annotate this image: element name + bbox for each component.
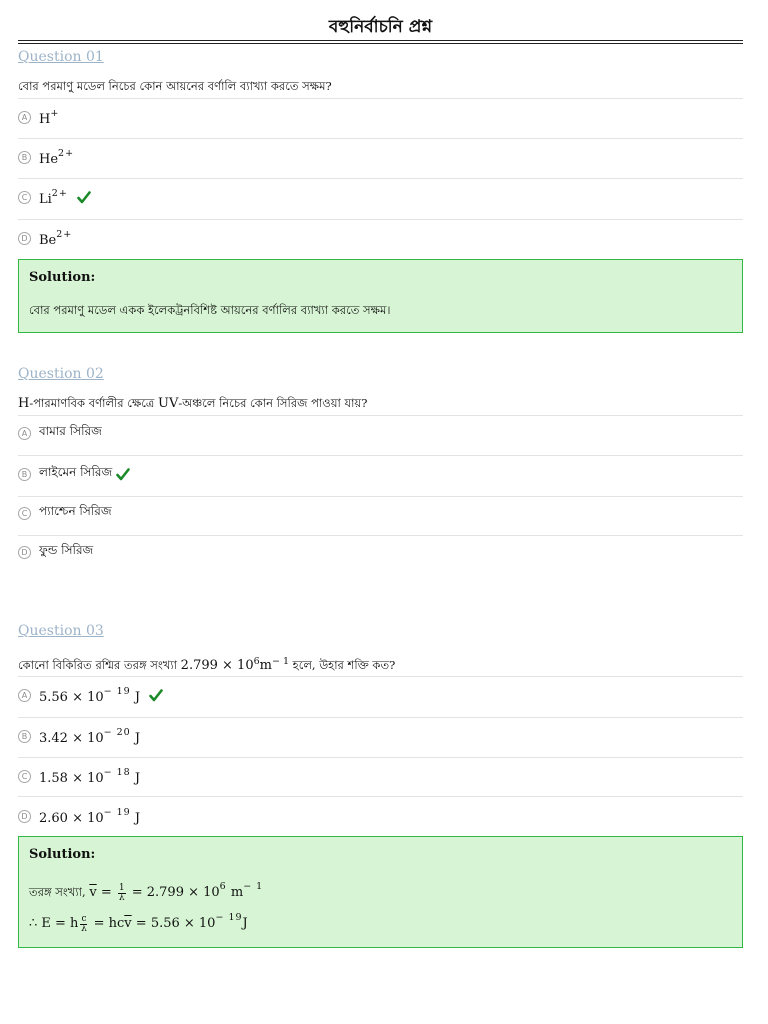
divider bbox=[18, 219, 743, 220]
divider bbox=[18, 757, 743, 758]
divider bbox=[18, 496, 743, 497]
question-text: বোর পরমাণু মডেল নিচের কোন আয়নের বর্ণালি ব্যাখ্যা করতে সক্ষম? bbox=[18, 79, 332, 93]
option-letter-badge: D bbox=[18, 232, 31, 245]
solution-equation-wave-number: তরঙ্গ সংখ্যা, $\overline{v}$ = $\frac{1}{\lambda}$ = $2.799 \times 10^6$ $m^{- 1}$ bbox=[29, 881, 264, 903]
option-letter-badge: A bbox=[18, 111, 31, 124]
solution-equation-energy: ∴ E = h $\frac{c}{\lambda}$ = $hc\overline{v} = 5.56 \times 10^{- 19}J$ bbox=[29, 912, 248, 934]
option-c[interactable] bbox=[18, 764, 743, 788]
question-label[interactable]: Question 03 bbox=[18, 623, 104, 639]
option-c[interactable] bbox=[18, 501, 743, 525]
divider bbox=[18, 717, 743, 718]
option-text: ফুন্ড সিরিজ bbox=[39, 543, 94, 557]
title-divider bbox=[18, 43, 743, 44]
fraction: $\frac{1}{\lambda}$ bbox=[118, 882, 125, 903]
question-label[interactable]: Question 01 bbox=[18, 49, 104, 65]
fraction: $\frac{c}{\lambda}$ bbox=[81, 913, 87, 934]
option-a[interactable] bbox=[18, 105, 743, 129]
divider bbox=[18, 138, 743, 139]
option-text: বামার সিরিজ bbox=[39, 424, 102, 438]
option-text: $Be^{2+}$ bbox=[39, 228, 73, 248]
option-text: $3.42 \times 10^{- 20}$ J bbox=[39, 726, 141, 746]
divider bbox=[18, 455, 743, 456]
option-b[interactable] bbox=[18, 462, 743, 486]
option-text: $1.58 \times 10^{- 18}$ J bbox=[39, 766, 141, 786]
divider bbox=[18, 535, 743, 536]
option-b[interactable] bbox=[18, 724, 743, 748]
option-letter-badge: D bbox=[18, 810, 31, 823]
option-text: $He^{2+}$ bbox=[39, 147, 75, 167]
title-divider bbox=[18, 40, 743, 41]
page-title: বহুনির্বাচনি প্রশ্ন bbox=[328, 17, 433, 37]
option-d[interactable] bbox=[18, 804, 743, 828]
option-text: $Li^{2+}$ bbox=[39, 187, 68, 207]
divider bbox=[18, 676, 743, 677]
solution-text: বোর পরমাণু মডেল একক ইলেকট্রনবিশিষ্ট আয়নের বর্ণালির ব্যাখ্যা করতে সক্ষম। bbox=[29, 303, 391, 317]
option-letter-badge: C bbox=[18, 191, 31, 204]
option-text: $2.60 \times 10^{- 19}$ J bbox=[39, 806, 141, 826]
question-text: H-পারমাণবিক বর্ণালীর ক্ষেত্রে UV-অঞ্চলে নিচের কোন সিরিজ পাওয়া যায়? bbox=[18, 396, 368, 411]
option-c[interactable] bbox=[18, 185, 743, 209]
option-text: H+ bbox=[39, 107, 60, 127]
option-letter-badge: B bbox=[18, 730, 31, 743]
question-text: কোনো বিকিরিত রশ্মির তরঙ্গ সংখ্যা $2.799 \times 10^6m^{- 1}$ হলে, উহার শক্তি কত? bbox=[18, 656, 396, 673]
solution-box bbox=[18, 836, 743, 948]
option-letter-badge: B bbox=[18, 151, 31, 164]
option-letter-badge: A bbox=[18, 427, 31, 440]
option-a[interactable] bbox=[18, 683, 743, 707]
question-label[interactable]: Question 02 bbox=[18, 366, 104, 382]
solution-title: Solution: bbox=[29, 270, 96, 285]
solution-box bbox=[18, 259, 743, 333]
option-text: $5.56 \times 10^{- 19}$ J bbox=[39, 685, 141, 705]
option-text: লাইমেন সিরিজ bbox=[39, 465, 113, 479]
option-b[interactable] bbox=[18, 145, 743, 169]
option-d[interactable] bbox=[18, 540, 743, 564]
correct-check-icon bbox=[149, 689, 163, 702]
option-letter-badge: D bbox=[18, 546, 31, 559]
divider bbox=[18, 98, 743, 99]
correct-check-icon bbox=[116, 468, 130, 481]
correct-check-icon bbox=[77, 191, 91, 204]
solution-title: Solution: bbox=[29, 847, 96, 862]
option-letter-badge: C bbox=[18, 507, 31, 520]
divider bbox=[18, 415, 743, 416]
option-a[interactable] bbox=[18, 421, 743, 445]
option-d[interactable] bbox=[18, 226, 743, 250]
option-letter-badge: B bbox=[18, 468, 31, 481]
divider bbox=[18, 796, 743, 797]
option-text: প্যাশ্চেন সিরিজ bbox=[39, 504, 112, 518]
option-letter-badge: C bbox=[18, 770, 31, 783]
option-letter-badge: A bbox=[18, 689, 31, 702]
divider bbox=[18, 178, 743, 179]
